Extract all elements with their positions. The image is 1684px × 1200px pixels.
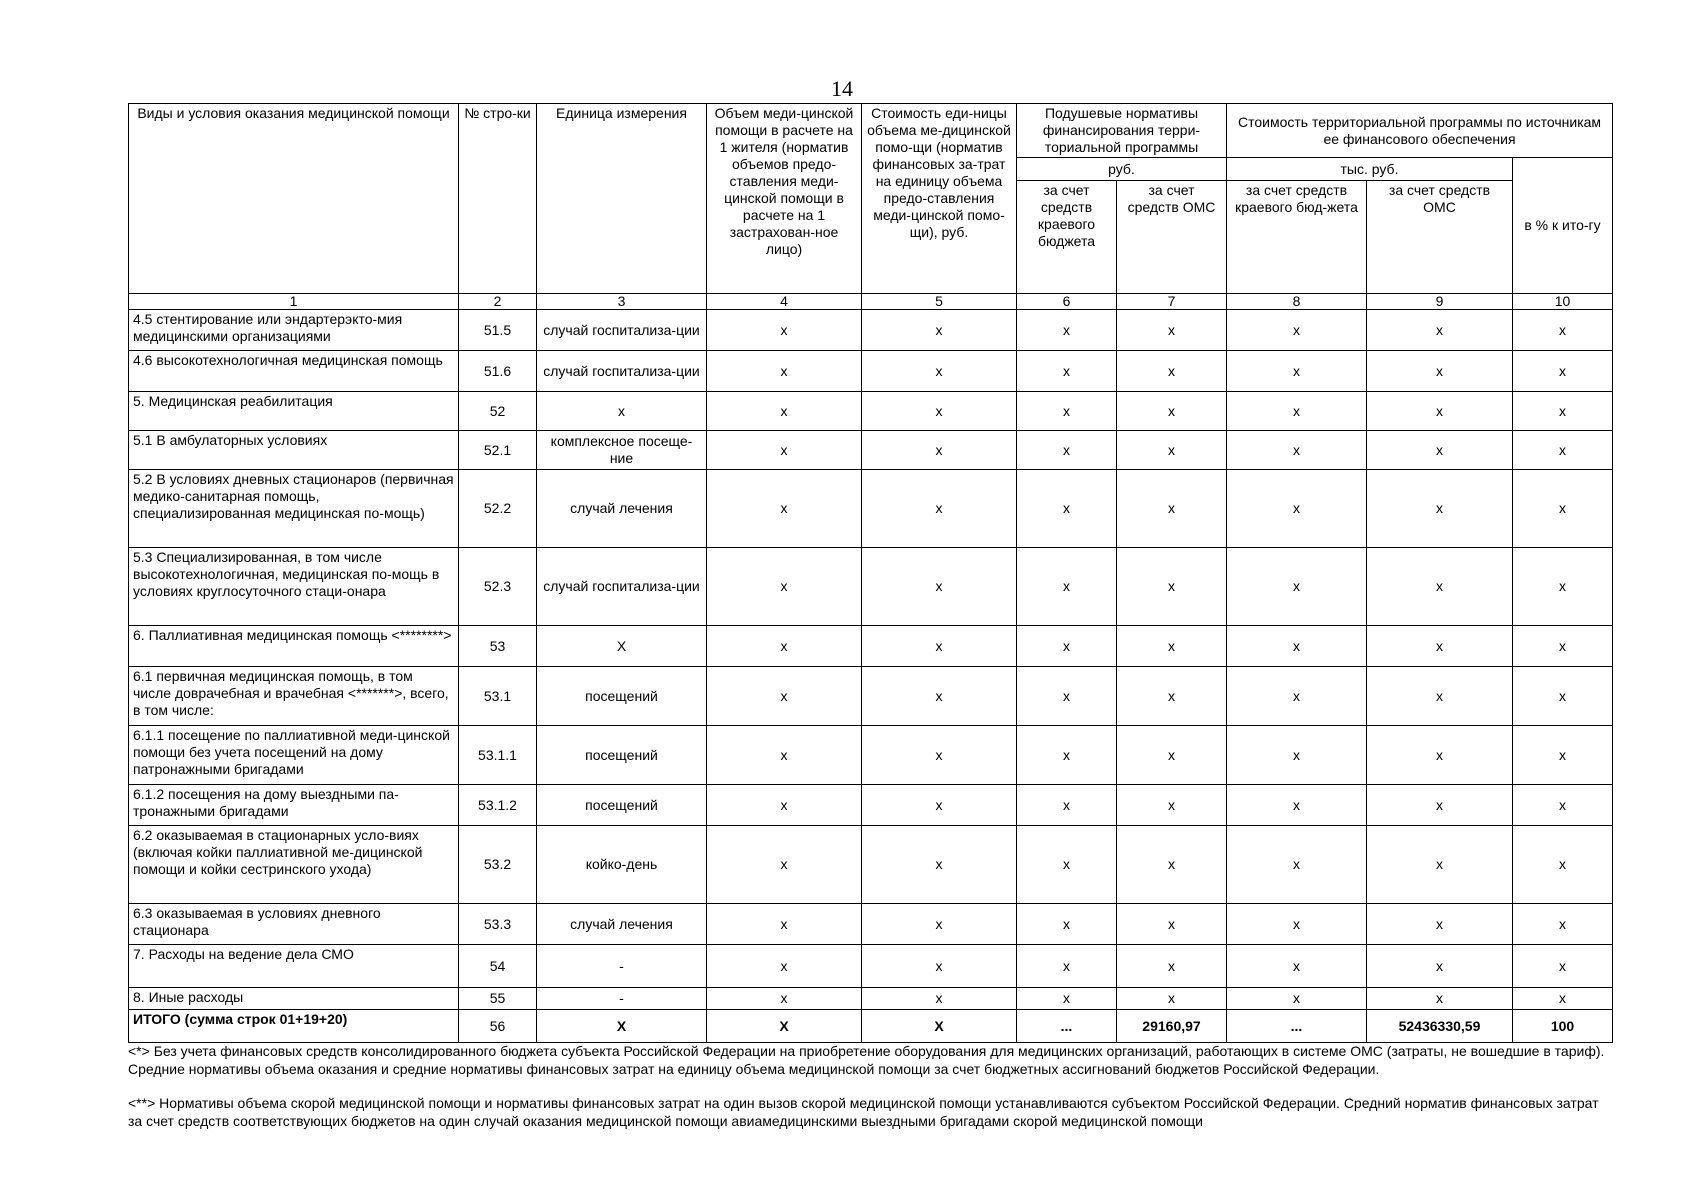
header-col4: Объем меди-цинской помощи в расчете на 1 жителя (норматив объемов предо-ставления меди-цинской помощи в расчете на 1 застрахован-ное лицо): [707, 104, 862, 294]
cell-v10: х: [1513, 726, 1613, 785]
cell-v4: х: [707, 945, 862, 988]
header-group-cost: Стоимость территориальной программы по источникам ее финансового обеспечения: [1227, 104, 1613, 158]
row-number: 53.1: [459, 667, 537, 726]
cell-v10: х: [1513, 826, 1613, 904]
cell-v7: х: [1117, 945, 1227, 988]
cell-v4: х: [707, 548, 862, 626]
table-row: [129, 826, 1613, 904]
cell-v9: 52436330,59: [1367, 1010, 1513, 1043]
cell-v6: х: [1017, 392, 1117, 431]
cell-v8: х: [1227, 988, 1367, 1010]
header-col10: в % к ито-гу: [1513, 158, 1613, 294]
cell-v10: х: [1513, 392, 1613, 431]
table-row: [129, 667, 1613, 726]
cell-v4: х: [707, 667, 862, 726]
cell-v7: х: [1117, 726, 1227, 785]
row-unit: случай лечения: [537, 470, 707, 548]
row-number: 51.6: [459, 351, 537, 392]
cell-v5: х: [862, 988, 1017, 1010]
row-name: 5.1 В амбулаторных условиях: [129, 431, 459, 470]
cell-v10: х: [1513, 988, 1613, 1010]
cell-v8: х: [1227, 667, 1367, 726]
row-number: 52.3: [459, 548, 537, 626]
cell-v4: х: [707, 988, 862, 1010]
cell-v5: х: [862, 667, 1017, 726]
row-name: 6.1.1 посещение по паллиативной меди-цинской помощи без учета посещений на дому патронажными бригадами: [129, 726, 459, 785]
program-cost-table: [128, 103, 1613, 1043]
cell-v7: 29160,97: [1117, 1010, 1227, 1043]
row-unit: -: [537, 945, 707, 988]
header-col3: Единица измерения: [537, 104, 707, 294]
header-col2: № стро-ки: [459, 104, 537, 294]
cell-v5: х: [862, 470, 1017, 548]
cell-v5: х: [862, 548, 1017, 626]
cell-v7: х: [1117, 667, 1227, 726]
col-number: 3: [537, 294, 707, 310]
cell-v6: х: [1017, 988, 1117, 1010]
row-number: 52: [459, 392, 537, 431]
table-row: [129, 626, 1613, 667]
cell-v9: х: [1367, 826, 1513, 904]
col-number: 4: [707, 294, 862, 310]
row-name: 6.2 оказываемая в стационарных усло-виях (включая койки паллиативной ме-дицинской помощи и койки сестринского ухода): [129, 826, 459, 904]
table-row: [129, 988, 1613, 1010]
cell-v8: х: [1227, 470, 1367, 548]
row-name: 4.5 стентирование или эндартерэкто-мия медицинскими организациями: [129, 310, 459, 351]
cell-v5: х: [862, 785, 1017, 826]
cell-v9: х: [1367, 667, 1513, 726]
cell-v9: х: [1367, 470, 1513, 548]
row-number: 53.1.2: [459, 785, 537, 826]
cell-v10: х: [1513, 785, 1613, 826]
cell-v9: х: [1367, 548, 1513, 626]
total-row: [129, 1010, 1613, 1043]
cell-v4: х: [707, 904, 862, 945]
row-unit: посещений: [537, 667, 707, 726]
cell-v6: х: [1017, 785, 1117, 826]
table-row: [129, 785, 1613, 826]
cell-v6: х: [1017, 431, 1117, 470]
row-unit: случай госпитализа-ции: [537, 310, 707, 351]
row-unit: х: [537, 392, 707, 431]
cell-v9: х: [1367, 726, 1513, 785]
col-number: 7: [1117, 294, 1227, 310]
cell-v4: х: [707, 626, 862, 667]
col-number: 10: [1513, 294, 1613, 310]
cell-v5: х: [862, 310, 1017, 351]
header-unit-thous: тыс. руб.: [1227, 158, 1513, 181]
col-number: 5: [862, 294, 1017, 310]
cell-v4: х: [707, 470, 862, 548]
row-unit: случай госпитализа-ции: [537, 351, 707, 392]
row-name: 8. Иные расходы: [129, 988, 459, 1010]
cell-v10: х: [1513, 667, 1613, 726]
table-row: [129, 431, 1613, 470]
cell-v8: х: [1227, 431, 1367, 470]
cell-v10: х: [1513, 945, 1613, 988]
cell-v6: х: [1017, 310, 1117, 351]
row-unit: Х: [537, 1010, 707, 1043]
cell-v7: х: [1117, 904, 1227, 945]
row-number: 53.2: [459, 826, 537, 904]
row-name: 5.2 В условиях дневных стационаров (первичная медико-санитарная помощь, специализированная медицинская по-мощь): [129, 470, 459, 548]
cell-v6: х: [1017, 548, 1117, 626]
cell-v7: х: [1117, 431, 1227, 470]
table-row: [129, 392, 1613, 431]
cell-v5: х: [862, 826, 1017, 904]
cell-v7: х: [1117, 548, 1227, 626]
row-unit: Х: [537, 626, 707, 667]
row-number: 53.3: [459, 904, 537, 945]
cell-v9: х: [1367, 945, 1513, 988]
cell-v4: х: [707, 351, 862, 392]
cell-v8: х: [1227, 826, 1367, 904]
col-number: 9: [1367, 294, 1513, 310]
header-col8: за счет средств краевого бюд-жета: [1227, 181, 1367, 294]
cell-v9: х: [1367, 431, 1513, 470]
cell-v7: х: [1117, 310, 1227, 351]
cell-v8: х: [1227, 392, 1367, 431]
table-row: [129, 726, 1613, 785]
row-unit: комплексное посеще-ние: [537, 431, 707, 470]
cell-v10: х: [1513, 470, 1613, 548]
cell-v5: х: [862, 351, 1017, 392]
cell-v7: х: [1117, 351, 1227, 392]
cell-v6: х: [1017, 904, 1117, 945]
cell-v4: х: [707, 726, 862, 785]
cell-v8: х: [1227, 726, 1367, 785]
row-unit: койко-день: [537, 826, 707, 904]
cell-v9: х: [1367, 392, 1513, 431]
cell-v7: х: [1117, 826, 1227, 904]
cell-v10: х: [1513, 351, 1613, 392]
cell-v4: х: [707, 431, 862, 470]
row-unit: -: [537, 988, 707, 1010]
cell-v6: х: [1017, 626, 1117, 667]
row-unit: случай госпитализа-ции: [537, 548, 707, 626]
page-number: 14: [831, 76, 853, 101]
col-number: 1: [129, 294, 459, 310]
row-name: 6.1 первичная медицинская помощь, в том числе доврачебная и врачебная <*******>, всего, в том числе:: [129, 667, 459, 726]
cell-v6: х: [1017, 351, 1117, 392]
col-number: 8: [1227, 294, 1367, 310]
row-unit: посещений: [537, 726, 707, 785]
cell-v5: х: [862, 392, 1017, 431]
row-unit: посещений: [537, 785, 707, 826]
header-col1: Виды и условия оказания медицинской помощи: [129, 104, 459, 294]
cell-v8: х: [1227, 904, 1367, 945]
cell-v5: Х: [862, 1010, 1017, 1043]
footnotes: [128, 1042, 1612, 1130]
header-col6: за счет средств краевого бюджета: [1017, 181, 1117, 294]
cell-v4: х: [707, 785, 862, 826]
table-row: [129, 470, 1613, 548]
cell-v5: х: [862, 904, 1017, 945]
col-number: 2: [459, 294, 537, 310]
row-number: 53: [459, 626, 537, 667]
cell-v8: х: [1227, 548, 1367, 626]
cell-v8: х: [1227, 785, 1367, 826]
row-name: 7. Расходы на ведение дела СМО: [129, 945, 459, 988]
cell-v9: х: [1367, 310, 1513, 351]
row-number: 56: [459, 1010, 537, 1043]
cell-v10: х: [1513, 548, 1613, 626]
row-number: 52.2: [459, 470, 537, 548]
cell-v9: х: [1367, 626, 1513, 667]
col-number: 6: [1017, 294, 1117, 310]
cell-v6: х: [1017, 667, 1117, 726]
row-number: 52.1: [459, 431, 537, 470]
row-name: 5.3 Специализированная, в том числе высокотехнологичная, медицинская по-мощь в условиях круглосуточного стаци-онара: [129, 548, 459, 626]
cell-v8: х: [1227, 351, 1367, 392]
cell-v9: х: [1367, 785, 1513, 826]
cell-v8: х: [1227, 626, 1367, 667]
cell-v7: х: [1117, 988, 1227, 1010]
row-unit: случай лечения: [537, 904, 707, 945]
row-number: 53.1.1: [459, 726, 537, 785]
cell-v8: х: [1227, 310, 1367, 351]
row-number: 55: [459, 988, 537, 1010]
row-name: ИТОГО (сумма строк 01+19+20): [129, 1010, 459, 1043]
table-row: [129, 904, 1613, 945]
cell-v5: х: [862, 726, 1017, 785]
row-number: 54: [459, 945, 537, 988]
cell-v9: х: [1367, 988, 1513, 1010]
cell-v7: х: [1117, 470, 1227, 548]
cell-v10: х: [1513, 431, 1613, 470]
cell-v7: х: [1117, 626, 1227, 667]
cell-v6: ...: [1017, 1010, 1117, 1043]
cell-v8: х: [1227, 945, 1367, 988]
cell-v4: Х: [707, 1010, 862, 1043]
cell-v9: х: [1367, 904, 1513, 945]
cell-v6: х: [1017, 826, 1117, 904]
cell-v8: ...: [1227, 1010, 1367, 1043]
row-number: 51.5: [459, 310, 537, 351]
cell-v10: х: [1513, 310, 1613, 351]
cell-v10: х: [1513, 904, 1613, 945]
header-col5: Стоимость еди-ницы объема ме-дицинской помо-щи (норматив финансовых за-трат на единицу объема предо-ставления меди-цинской помо-щи), руб.: [862, 104, 1017, 294]
cell-v4: х: [707, 392, 862, 431]
footnote-2: <**> Нормативы объема скорой медицинской помощи и нормативы финансовых затрат на один вызов скорой медицинской помощи устанавливаются субъектом Российской Федерации. Средний норматив финансовых затрат за счет средств соответствующих бюджетов на один случай оказания медицинской помощи авиамедицинскими выездными бригадами скорой медицинской помощи: [128, 1095, 1599, 1129]
footnote-1: <*> Без учета финансовых средств консолидированного бюджета субъекта Российской Федерации на приобретение оборудования для медицинских организаций, работающих в системе ОМС (затраты, не вошедшие в тариф). Средние нормативы объема оказания и средние нормативы финансовых затрат на единицу объема медицинской помощи за счет бюджетных ассигнований бюджетов Российской Федерации.: [128, 1043, 1605, 1077]
cell-v4: х: [707, 310, 862, 351]
cell-v7: х: [1117, 392, 1227, 431]
cell-v4: х: [707, 826, 862, 904]
row-name: 6. Паллиативная медицинская помощь <********>: [129, 626, 459, 667]
cell-v10: 100: [1513, 1010, 1613, 1043]
header-group-norms: Подушевые нормативы финансирования терри-ториальной программы: [1017, 104, 1227, 158]
row-name: 5. Медицинская реабилитация: [129, 392, 459, 431]
header-col7: за счет средств ОМС: [1117, 181, 1227, 294]
header-col9: за счет средств ОМС: [1367, 181, 1513, 294]
cell-v5: х: [862, 945, 1017, 988]
table-row: [129, 548, 1613, 626]
cell-v10: х: [1513, 626, 1613, 667]
cell-v9: х: [1367, 351, 1513, 392]
row-name: 4.6 высокотехнологичная медицинская помощь: [129, 351, 459, 392]
column-numbers-row: [129, 294, 1613, 310]
cell-v7: х: [1117, 785, 1227, 826]
table-row: [129, 945, 1613, 988]
table-row: [129, 351, 1613, 392]
cell-v5: х: [862, 431, 1017, 470]
header-row-1: [129, 104, 1613, 158]
row-name: 6.1.2 посещения на дому выездными па-тронажными бригадами: [129, 785, 459, 826]
row-name: 6.3 оказываемая в условиях дневного стационара: [129, 904, 459, 945]
header-unit-rub: руб.: [1017, 158, 1227, 181]
cell-v6: х: [1017, 726, 1117, 785]
table-row: [129, 310, 1613, 351]
cell-v5: х: [862, 626, 1017, 667]
cell-v6: х: [1017, 945, 1117, 988]
cell-v6: х: [1017, 470, 1117, 548]
